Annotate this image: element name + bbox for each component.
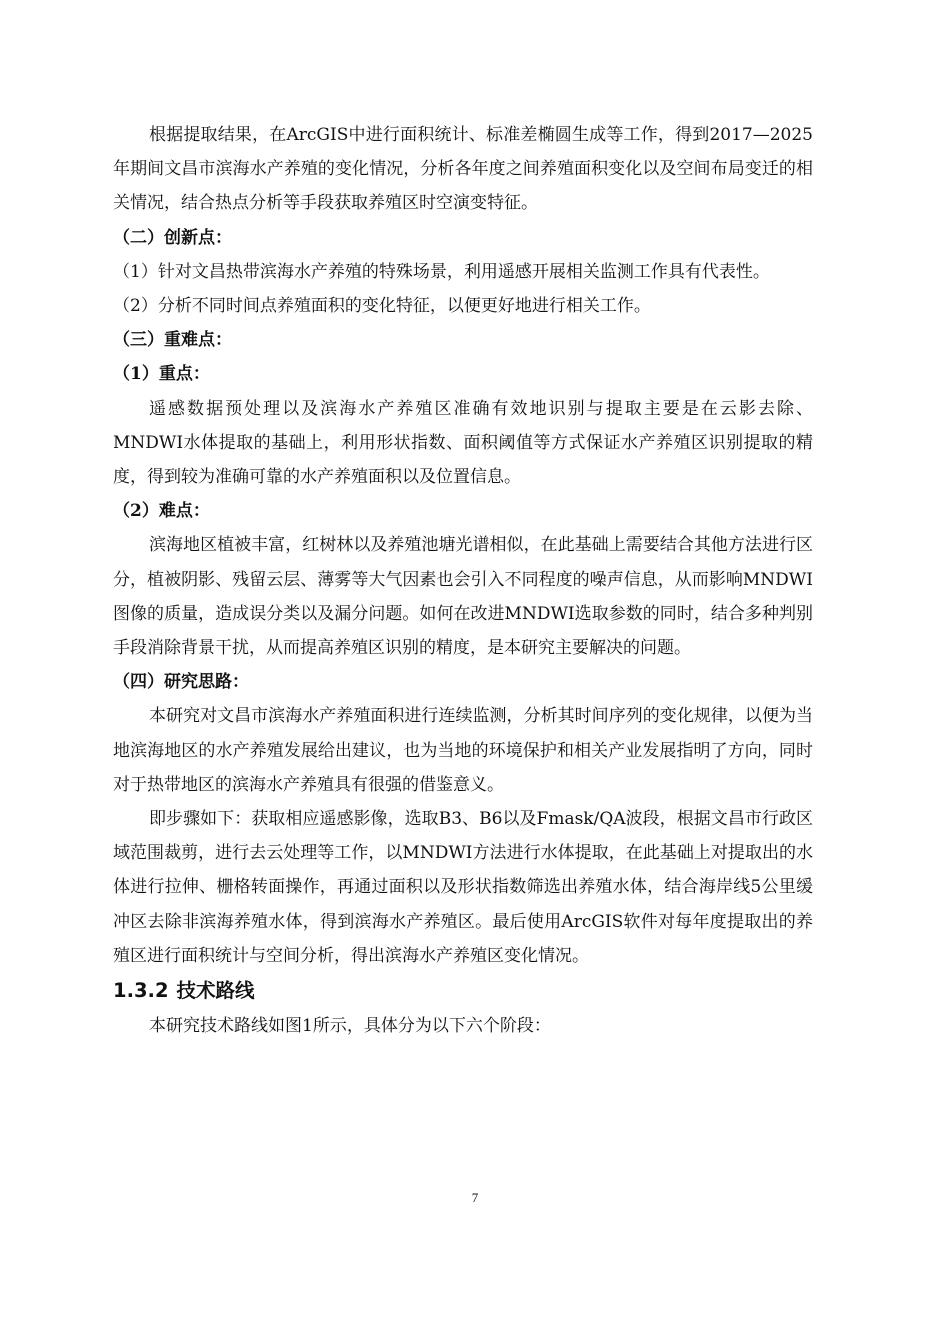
heading-difficult-points: （2）难点： [113, 501, 210, 522]
paragraph-approach-2: 即步骤如下：获取相应遥感影像，选取B3、B6以及Fmask/QA波段，根据文昌市行政区域范围裁剪，进行去云处理等工作，以MNDWI方法进行水体提取，在此基础上对提取出的水体进行拉伸、栅格转面操作，再通过面积以及形状指数筛选出养殖水体，结合海岸线5公里缓冲区去除非滨海养殖水体，得到滨海水产养殖区。最后使用ArcGIS软件对每年度提取出的养殖区进行面积统计与空间分析，得出滨海水产养殖区变化情况。 [113, 809, 813, 966]
paragraph-results: 根据提取结果，在ArcGIS中进行面积统计、标准差椭圆生成等工作，得到2017—2025年期间文昌市滨海水产养殖的变化情况，分析各年度之间养殖面积变化以及空间布局变迁的相关情况，结合热点分析等手段获取养殖区时空演变特征。 [113, 125, 813, 214]
section-title: 技术路线 [176, 979, 255, 1003]
innovation-point-1: （1）针对文昌热带滨海水产养殖的特殊场景，利用遥感开展相关监测工作具有代表性。 [113, 261, 770, 282]
section-number: 1.3.2 [113, 979, 169, 1003]
paragraph-route-intro: 本研究技术路线如图1所示，具体分为以下六个阶段： [149, 1016, 551, 1037]
heading-innovation: （二）创新点： [113, 227, 232, 248]
page-content [113, 118, 813, 1043]
paragraph-key-points: 遥感数据预处理以及滨海水产养殖区准确有效地识别与提取主要是在云影去除、MNDWI水体提取的基础上，利用形状指数、面积阈值等方式保证水产养殖区识别提取的精度，得到较为准确可靠的水产养殖面积以及位置信息。 [113, 398, 813, 488]
paragraph-approach-1: 本研究对文昌市滨海水产养殖面积进行连续监测，分析其时间序列的变化规律，以便为当地滨海地区的水产养殖发展给出建议，也为当地的环境保护和相关产业发展指明了方向，同时对于热带地区的滨海水产养殖具有很强的借鉴意义。 [113, 706, 813, 795]
page-number: 7 [471, 1190, 479, 1205]
heading-research-approach: （四）研究思路： [113, 672, 249, 693]
paragraph-difficult-points: 滨海地区植被丰富，红树林以及养殖池塘光谱相似，在此基础上需要结合其他方法进行区分，植被阴影、残留云层、薄雾等大气因素也会引入不同程度的噪声信息，从而影响MNDWI图像的质量，造成误分类以及漏分问题。如何在改进MNDWI选取参数的同时，结合多种判别手段消除背景干扰，从而提高养殖区识别的精度，是本研究主要解决的问题。 [113, 535, 813, 659]
innovation-point-2: （2）分析不同时间点养殖面积的变化特征，以便更好地进行相关工作。 [113, 296, 651, 317]
heading-key-difficult: （三）重难点： [113, 330, 232, 351]
heading-key-points: （1）重点： [113, 364, 210, 385]
section-heading-technical-route [113, 973, 813, 1009]
